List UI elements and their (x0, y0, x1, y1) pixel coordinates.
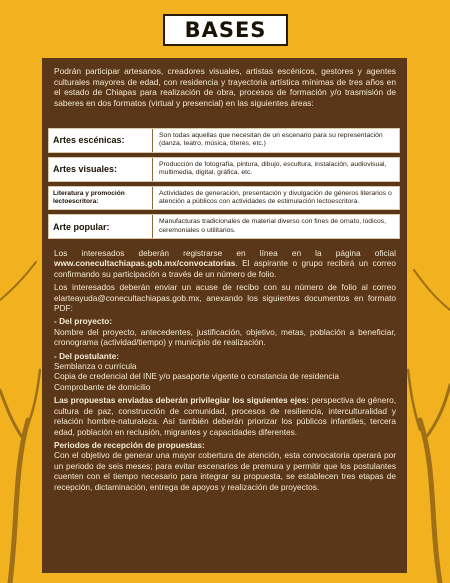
area-row (48, 128, 400, 153)
propuestas-heading: Las propuestas enviadas deberán privilegiar los siguientes ejes: (54, 395, 310, 406)
requirements-body (54, 248, 396, 495)
propuestas-text: perspectiva de género, cultura de paz, construcción de comunidad, procesos de resiliencia, interculturalidad y relación hombre-naturaleza. Así también deberán priorizar los públicos infantiles, tercera edad, población en reclusión, migrantes y capacidades diferentes. (54, 395, 396, 437)
page-title: BASES (163, 14, 288, 46)
registro-text-pre: Los interesados deberán registrarse en línea en la página oficial (54, 248, 396, 258)
periodos-heading: Periodos de recepción de propuestas: (54, 439, 205, 450)
registro-paragraph (54, 248, 396, 279)
area-name: Artes escénicas: (49, 129, 153, 152)
requirements-panel (42, 240, 407, 573)
area-description: Producción de fotografía, pintura, dibujo, escultura, instalación, audiovisual, multimedia, digital, gráfica, etc. (159, 160, 387, 177)
proyecto-heading: - Del proyecto: (54, 316, 113, 327)
area-row (48, 157, 400, 182)
proyecto-text: Nombre del proyecto, antecedentes, justificación, objetivo, metas, población a beneficiar, cronograma (actividad/tiempo) y municipio de realización. (54, 326, 396, 348)
area-description: Manufacturas tradicionales de material diverso con fines de ornato, lúdicos, ceremoniales o utilitarios. (159, 218, 387, 234)
area-name: Arte popular: (49, 215, 153, 238)
convocatorias-link[interactable]: www.conecultachiapas.gob.mx/convocatorias (54, 258, 236, 269)
bases-intro-panel (42, 58, 407, 252)
postulante-line: Comprobante de domicilio (54, 381, 151, 392)
propuestas-paragraph (54, 395, 396, 437)
registro-text-post: . El aspirante o grupo recibirá un correo confirmando su participación a través de un número de folio. (54, 258, 396, 279)
postulante-heading: - Del postulante: (54, 350, 119, 361)
area-row (48, 214, 400, 239)
area-name: Artes visuales: (49, 158, 153, 181)
acuse-paragraph: Los interesados deberán enviar un acuse de recibo con su número de folio al correo elarteayuda@conecultachiapas.gob.mx, anexando los siguientes documentos en formato PDF: (54, 282, 396, 314)
area-description: Actividades de generación, presentación y divulgación de géneros literarios o atención a públicos con actividades de estimulación lectoescritora. (159, 189, 392, 206)
periodos-text: Con el objetivo de generar una mayor cobertura de atención, esta convocatoria operará por un periodo de seis meses; para evitar escenarios de premura y permitir que los postulantes cuenten con el tiempo necesario para integrar su propuesta, se establecen tres etapas de recepción, dictaminación, entrega de apoyos y realización de proyectos. (54, 450, 396, 492)
intro-paragraph: Podrán participar artesanos, creadores visuales, artistas escénicos, gestores y agentes culturales mayores de edad, con residencia y trayectoria artística mínimas de tres años en el estado de Chiapas para realización de obra, procesos de formación y/o trasmisión de saberes en dos formatos (virtual y presencial) en las siguientes áreas: (54, 66, 396, 108)
area-row (48, 186, 400, 211)
area-name: Literatura y promoción lectoescritora: (49, 187, 153, 210)
postulante-line: Copia de credencial del INE y/o pasaporte vigente o constancia de residencia (54, 371, 340, 382)
postulante-line: Semblanza o currícula (54, 361, 137, 372)
area-description: Son todas aquellas que necesitan de un escenario para su representación (danza, teatro, música, títeres, etc.) (159, 132, 383, 148)
areas-table (48, 128, 400, 243)
